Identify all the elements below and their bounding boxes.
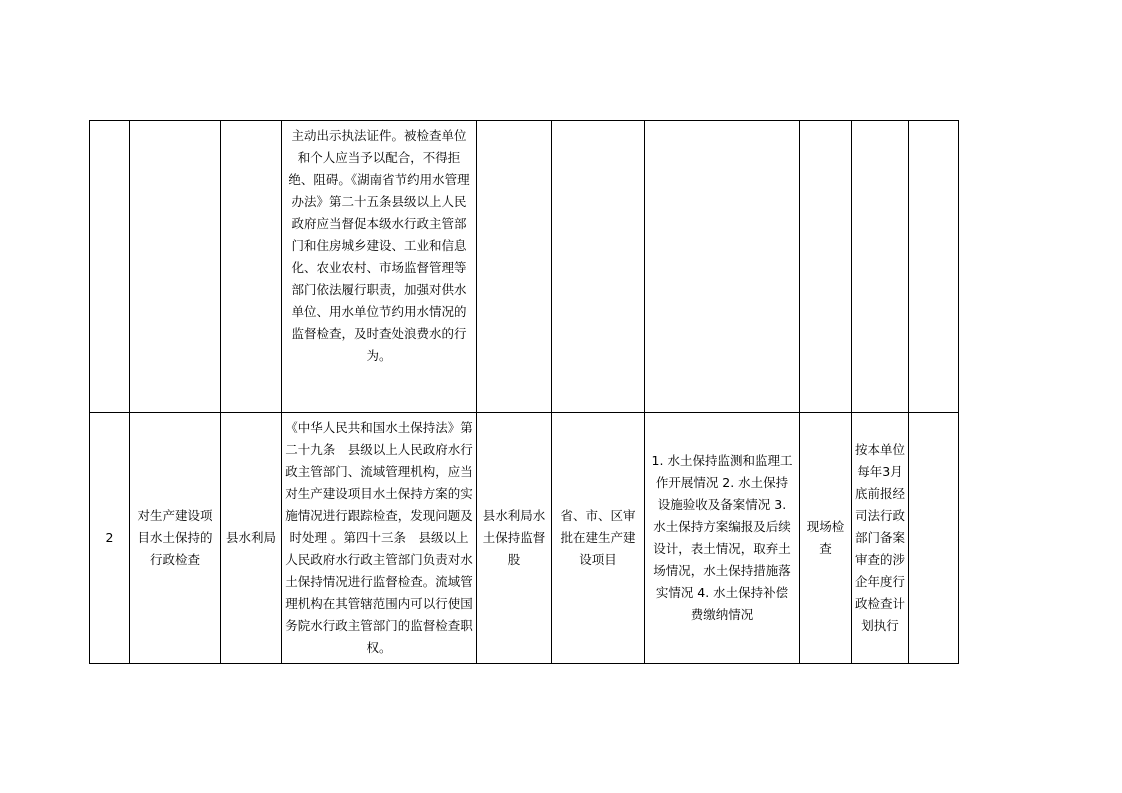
- cell-basis-note: 按本单位每年3月底前报经司法行政部门备案审查的涉企年度行政检查计划执行: [852, 413, 909, 664]
- cell-object: 省、市、区审批在建生产建设项目: [552, 413, 645, 664]
- cell-item: [130, 121, 221, 413]
- cell-item: 对生产建设项目水土保持的行政检查: [130, 413, 221, 664]
- cell-remark: [909, 413, 959, 664]
- cell-department: 县水利局水土保持监督股: [477, 413, 552, 664]
- cell-basis: [282, 413, 477, 664]
- cell-object: [552, 121, 645, 413]
- cell-basis-note: [852, 121, 909, 413]
- cell-no: [90, 121, 130, 413]
- cell-subject: 县水利局: [221, 413, 282, 664]
- inspection-table: [89, 120, 959, 664]
- cell-content: [645, 121, 800, 413]
- cell-no: 2: [90, 413, 130, 664]
- cell-basis: [282, 121, 477, 413]
- basis-text: 主动出示执法证件。被检查单位和个人应当予以配合，不得拒绝、阻碍。《湖南省节约用水管理办法》第二十五条县级以上人民政府应当督促本级水行政主管部门和住房城乡建设、工业和信息化、农业农村、市场监督管理等部门依法履行职责，加强对供水单位、用水单位节约用水情况的监督检查，及时查处浪费水的行为。: [288, 128, 470, 363]
- cell-content: 1. 水土保持监测和监理工作开展情况 2. 水土保持设施验收及备案情况 3. 水土保持方案编报及后续设计，表土情况，取弃土场情况，水土保持措施落实情况 4. 水土保持补偿费缴纳情况: [645, 413, 800, 664]
- cell-method: 现场检查: [800, 413, 852, 664]
- table-row: [90, 413, 959, 664]
- cell-subject: [221, 121, 282, 413]
- cell-remark: [909, 121, 959, 413]
- basis-text: 《中华人民共和国水土保持法》第二十九条 县级以上人民政府水行政主管部门、流域管理机构，应当对生产建设项目水土保持方案的实施情况进行跟踪检查，发现问题及时处理 。第四十三条 县级以上人民政府水行政主管部门负责对水土保持情况进行监督检查。流域管理机构在其管辖范围内可以行使国务院水行政主管部门的监督检查职权。: [285, 420, 473, 655]
- cell-department: [477, 121, 552, 413]
- table-row: [90, 121, 959, 413]
- cell-method: [800, 121, 852, 413]
